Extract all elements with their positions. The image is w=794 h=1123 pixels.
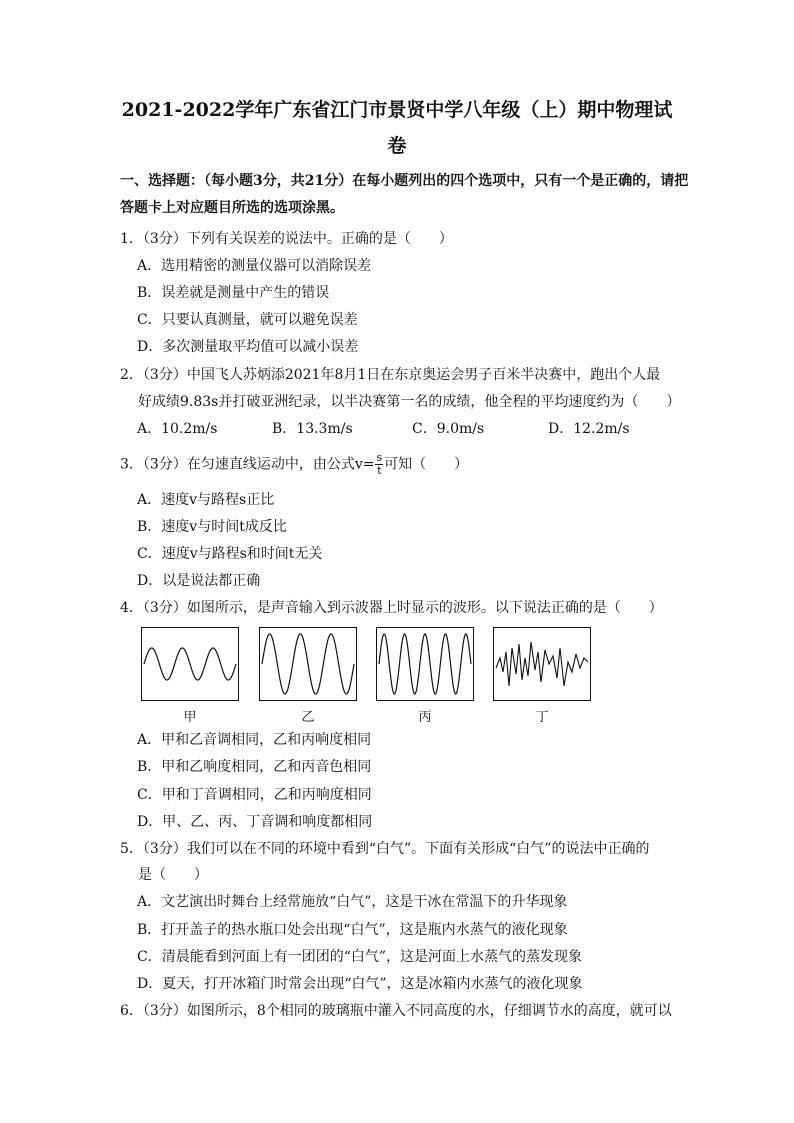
- q5-option-c: C．清晨能看到河面上有一团团的“白气”，这是河面上水蒸气的蒸发现象: [137, 949, 583, 965]
- q5-option-a: A．文艺演出时舞台上经常施放“白气”，这是干冰在常温下的升华现象: [137, 894, 568, 910]
- q3-option-a: A．速度v与路程s正比: [137, 492, 275, 508]
- q3-option-d: D．以是说法都正确: [137, 573, 261, 589]
- exam-title-line1: 2021-2022学年广东省江门市景贤中学八年级（上）期中物理试: [121, 99, 673, 121]
- q5-option-b: B．打开盖子的热水瓶口处会出现“白气”，这是瓶内水蒸气的液化现象: [137, 922, 568, 938]
- q2-option-d: D．12.2m/s: [548, 421, 630, 437]
- q4-option-b: B．甲和乙响度相同，乙和丙音色相同: [137, 759, 372, 775]
- q2-stem-line2: 好成绩9.83s并打破亚洲纪录，以半决赛第一名的成绩，他全程的平均速度约为（ ）: [138, 394, 681, 410]
- q2-option-c: C．9.0m/s: [412, 421, 485, 437]
- waveform-label-ding: 丁: [535, 710, 549, 725]
- q4-option-d: D．甲、乙、丙、丁音调和响度都相同: [137, 814, 373, 830]
- q3-option-c: C．速度v与路程s和时间t无关: [137, 546, 323, 562]
- q3-option-b: B．速度v与时间t成反比: [137, 519, 287, 535]
- fraction-numerator: s: [376, 451, 383, 464]
- q1-option-b: B．误差就是测量中产生的错误: [137, 285, 330, 301]
- velocity-fraction: [375, 452, 383, 477]
- waveform-label-jia: 甲: [183, 710, 197, 725]
- section-heading: 一、选择题：（每小题3分，共21分）在每小题列出的四个选项中，只有一个是正确的，请把答题卡上对应题目所选的选项涂黑。: [120, 173, 689, 216]
- waveform-bing: [376, 627, 474, 701]
- q2-option-b: B．13.3m/s: [272, 421, 353, 437]
- q1-stem: 1．（3分）下列有关误差的说法中。正确的是（ ）: [120, 231, 453, 247]
- waveform-label-yi: 乙: [301, 710, 315, 725]
- q2-stem-line1: 2．（3分）中国飞人苏炳添2021年8月1日在东京奥运会男子百米半决赛中，跑出个人最: [120, 367, 661, 383]
- q3-stem-pre: 3．（3分）在匀速直线运动中，由公式v=: [120, 456, 375, 473]
- waveform-label-bing: 丙: [418, 710, 432, 725]
- waveform-yi: [259, 627, 357, 701]
- waveform-ding: [493, 627, 591, 701]
- fraction-denominator: t: [377, 464, 382, 477]
- q5-option-d: D．夏天，打开冰箱门时常会出现“白气”，这是冰箱内水蒸气的液化现象: [137, 976, 583, 992]
- q5-stem-line1: 5．（3分）我们可以在不同的环境中看到“白气”。下面有关形成“白气”的说法中正确的: [120, 841, 650, 857]
- q4-option-c: C．甲和丁音调相同，乙和丙响度相同: [137, 787, 372, 803]
- q4-option-a: A．甲和乙音调相同，乙和丙响度相同: [137, 732, 372, 748]
- q1-option-d: D．多次测量取平均值可以减小误差: [137, 339, 359, 355]
- q1-option-a: A．选用精密的测量仪器可以消除误差: [137, 258, 372, 274]
- q5-stem-line2: 是（ ）: [138, 867, 208, 883]
- q4-stem: 4．（3分）如图所示，是声音输入到示波器上时显示的波形。以下说法正确的是（ ）: [120, 600, 663, 616]
- waveform-jia: [141, 627, 239, 701]
- q3-stem: [120, 452, 468, 477]
- exam-title-line2: 卷: [387, 135, 407, 157]
- q3-stem-post: 可知（ ）: [384, 456, 469, 473]
- q2-option-a: A．10.2m/s: [137, 421, 218, 437]
- q1-option-c: C．只要认真测量，就可以避免误差: [137, 312, 358, 328]
- q6-stem-line1: 6．（3分）如图所示，8个相同的玻璃瓶中灌入不同高度的水，仔细调节水的高度，就可以: [120, 1003, 672, 1019]
